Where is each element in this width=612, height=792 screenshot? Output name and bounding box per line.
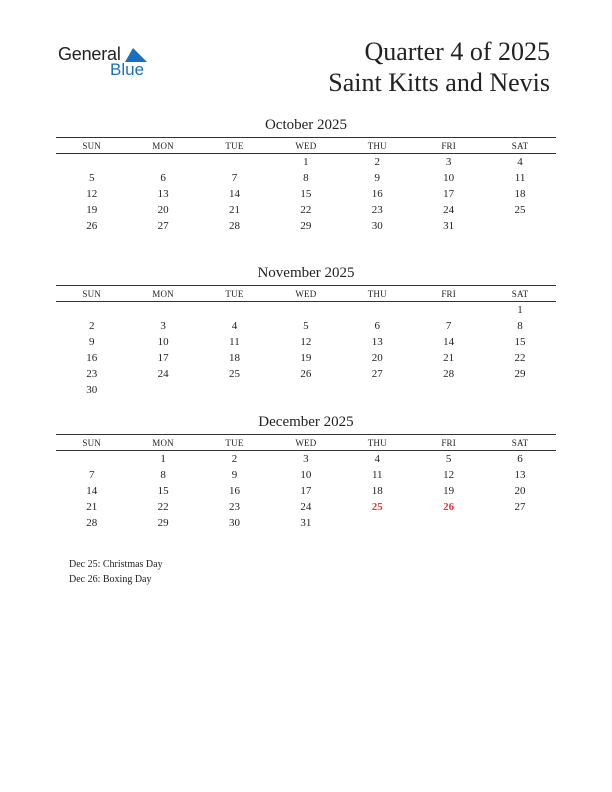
- day-cell: 16: [228, 485, 240, 497]
- day-cell: 28: [86, 517, 98, 529]
- weekday-label: WED: [295, 437, 317, 448]
- week-row: [56, 334, 556, 350]
- day-cell: 21: [86, 501, 98, 513]
- day-cell: 5: [303, 320, 309, 332]
- calendar-october: [56, 116, 556, 234]
- day-cell: 31: [443, 220, 455, 232]
- month-weeks: [56, 451, 556, 531]
- day-cell: 3: [445, 156, 452, 168]
- day-cell: 28: [443, 368, 455, 380]
- week-row: [56, 302, 556, 318]
- day-cell: 18: [371, 485, 383, 497]
- weekday-label: FRI: [441, 140, 456, 151]
- day-cell: 9: [88, 336, 95, 348]
- day-cell: 23: [228, 501, 240, 513]
- weekday-label: THU: [367, 288, 387, 299]
- day-cell: 24: [443, 204, 455, 216]
- month-title: December 2025: [258, 414, 354, 430]
- day-cell: 6: [160, 172, 166, 184]
- day-cell: 15: [514, 336, 526, 348]
- day-cell: 24: [157, 368, 169, 380]
- weekday-label: MON: [152, 140, 174, 151]
- day-cell: 12: [443, 469, 455, 481]
- page-title: [328, 36, 550, 98]
- calendar-december: [56, 413, 556, 531]
- day-cell: 4: [231, 320, 238, 332]
- day-cell: 10: [300, 469, 312, 481]
- day-cell: 14: [443, 336, 455, 348]
- day-cell: 1: [160, 453, 166, 465]
- day-cell: 21: [443, 352, 455, 364]
- day-cell: 30: [86, 384, 98, 396]
- day-cell: 19: [443, 485, 455, 497]
- day-cell: 11: [514, 172, 526, 184]
- weekday-label: SAT: [511, 288, 529, 299]
- day-cell: 31: [300, 517, 312, 529]
- month-weeks: [56, 154, 556, 234]
- day-cell: 29: [300, 220, 312, 232]
- day-cell: 11: [229, 336, 240, 348]
- month-title: October 2025: [264, 117, 348, 133]
- week-row: [56, 170, 556, 186]
- day-cell: 17: [300, 485, 312, 497]
- weekday-label: THU: [367, 437, 387, 448]
- day-cell: 30: [228, 517, 240, 529]
- day-cell: 8: [303, 172, 309, 184]
- weekday-label: SUN: [82, 288, 101, 299]
- day-cell: 2: [88, 320, 95, 332]
- day-cell: 9: [374, 172, 380, 184]
- weekday-header: [56, 137, 556, 154]
- day-cell: 17: [157, 352, 169, 364]
- day-cell: 4: [517, 156, 523, 168]
- weekday-label: FRI: [441, 437, 456, 448]
- day-cell: 19: [300, 352, 312, 364]
- day-cell: 24: [300, 501, 312, 513]
- day-cell: 14: [228, 188, 240, 200]
- holiday-day-cell: 26: [443, 501, 455, 513]
- day-cell: 13: [371, 336, 383, 348]
- title-country: Saint Kitts and Nevis: [328, 68, 550, 97]
- day-cell: 10: [157, 336, 169, 348]
- month-title: November 2025: [257, 265, 355, 281]
- day-cell: 9: [231, 469, 238, 481]
- holiday-notes: [69, 558, 163, 587]
- day-cell: 3: [303, 453, 309, 465]
- day-cell: 6: [517, 453, 523, 465]
- weekday-label: WED: [295, 288, 317, 299]
- day-cell: 6: [374, 320, 380, 332]
- weekday-label: SAT: [511, 437, 529, 448]
- day-cell: 7: [445, 320, 452, 332]
- day-cell: 27: [371, 368, 383, 380]
- day-cell: 4: [374, 453, 380, 465]
- week-row: [56, 382, 556, 398]
- day-cell: 20: [157, 204, 169, 216]
- week-row: [56, 515, 556, 531]
- day-cell: 10: [443, 172, 455, 184]
- day-cell: 16: [86, 352, 98, 364]
- day-cell: 26: [300, 368, 312, 380]
- week-row: [56, 318, 556, 334]
- day-cell: 23: [371, 204, 383, 216]
- day-cell: 25: [514, 204, 526, 216]
- title-quarter: Quarter 4 of 2025: [364, 37, 550, 66]
- day-cell: 15: [157, 485, 169, 497]
- day-cell: 26: [86, 220, 98, 232]
- weekday-label: FRI: [441, 288, 456, 299]
- week-row: [56, 202, 556, 218]
- day-cell: 18: [228, 352, 240, 364]
- day-cell: 5: [445, 453, 452, 465]
- day-cell: 25: [228, 368, 240, 380]
- day-cell: 2: [374, 156, 380, 168]
- week-row: [56, 350, 556, 366]
- logo-text-general: General: [58, 44, 121, 64]
- day-cell: 8: [517, 320, 523, 332]
- day-cell: 12: [86, 188, 98, 200]
- day-cell: 30: [371, 220, 383, 232]
- holiday-day-cell: 25: [371, 501, 383, 513]
- weekday-label: TUE: [225, 140, 244, 151]
- weekday-label: TUE: [225, 288, 244, 299]
- day-cell: 29: [514, 368, 526, 380]
- week-row: [56, 186, 556, 202]
- week-row: [56, 499, 556, 515]
- day-cell: 21: [228, 204, 240, 216]
- day-cell: 28: [228, 220, 240, 232]
- calendar-november: [56, 264, 556, 398]
- day-cell: 17: [443, 188, 455, 200]
- week-row: [56, 451, 556, 467]
- weekday-label: SAT: [511, 140, 529, 151]
- weekday-label: SUN: [82, 437, 101, 448]
- generalblue-logo: [58, 44, 158, 84]
- day-cell: 1: [303, 156, 309, 168]
- day-cell: 1: [517, 304, 523, 316]
- day-cell: 22: [514, 352, 526, 364]
- day-cell: 27: [514, 501, 526, 513]
- day-cell: 7: [88, 469, 95, 481]
- week-row: [56, 366, 556, 382]
- day-cell: 7: [231, 172, 238, 184]
- day-cell: 3: [160, 320, 166, 332]
- weekday-label: MON: [152, 288, 174, 299]
- week-row: [56, 154, 556, 170]
- logo-text-blue: Blue: [110, 60, 145, 79]
- weekday-label: MON: [152, 437, 174, 448]
- weekday-label: THU: [367, 140, 387, 151]
- day-cell: 12: [300, 336, 312, 348]
- day-cell: 16: [371, 188, 383, 200]
- day-cell: 11: [371, 469, 383, 481]
- day-cell: 13: [514, 469, 526, 481]
- day-cell: 20: [371, 352, 383, 364]
- day-cell: 19: [86, 204, 98, 216]
- day-cell: 20: [514, 485, 526, 497]
- day-cell: 23: [86, 368, 98, 380]
- day-cell: 22: [157, 501, 169, 513]
- day-cell: 18: [514, 188, 526, 200]
- holiday-note: Dec 25: Christmas Day: [69, 559, 163, 570]
- weekday-header: [56, 285, 556, 302]
- day-cell: 8: [160, 469, 166, 481]
- month-weeks: [56, 302, 556, 398]
- day-cell: 2: [231, 453, 238, 465]
- holiday-note: Dec 26: Boxing Day: [69, 573, 152, 585]
- week-row: [56, 218, 556, 234]
- day-cell: 29: [157, 517, 169, 529]
- week-row: [56, 467, 556, 483]
- weekday-header: [56, 434, 556, 451]
- day-cell: 13: [157, 188, 169, 200]
- weekday-label: SUN: [82, 140, 101, 151]
- day-cell: 15: [300, 188, 312, 200]
- day-cell: 5: [88, 172, 95, 184]
- day-cell: 27: [157, 220, 169, 232]
- day-cell: 14: [86, 485, 98, 497]
- day-cell: 22: [300, 204, 312, 216]
- weekday-label: WED: [295, 140, 317, 151]
- week-row: [56, 483, 556, 499]
- weekday-label: TUE: [225, 437, 244, 448]
